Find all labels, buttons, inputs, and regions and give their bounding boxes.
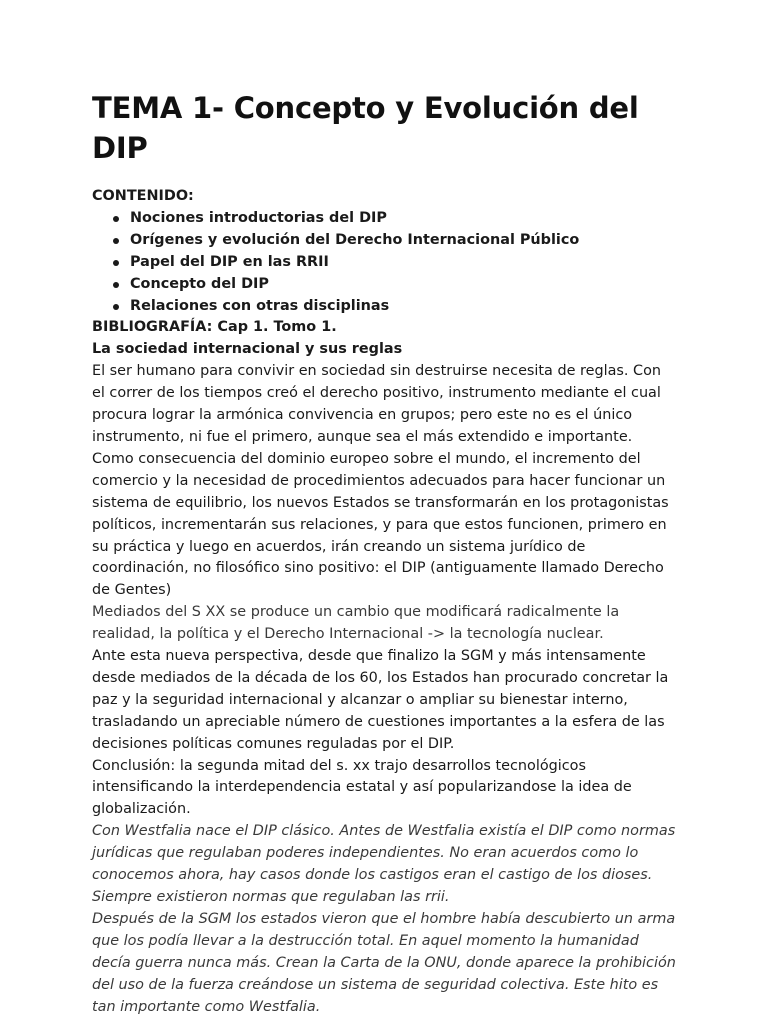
list-item-text: Concepto del DIP (130, 275, 269, 292)
list-item-text: Orígenes y evolución del Derecho Internacional Público (130, 231, 580, 248)
list-item-text: Nociones introductorias del DIP (130, 209, 387, 226)
paragraph: Ante esta nueva perspectiva, desde que finalizo la SGM y más intensamente desde mediados de la década de los 60, los Estados han procurado concretar la paz y la seguridad internacional y alcanzar o ampliar su bienestar interno, trasladando un apreciable número de cuestiones importantes a la esfera de las decisiones políticas comunes reguladas por el DIP. (92, 648, 669, 752)
paragraph: El ser humano para convivir en sociedad sin destruirse necesita de reglas. Con el correr de los tiempos creó el derecho positivo, instrumento mediante el cual procura lograr la armónica convivencia en grupos; pero este no es el único instrumento, ni fue el primero, aunque sea el más extendido e importante. (92, 363, 662, 445)
bullet-icon (113, 216, 119, 222)
document-title: TEMA 1- Concepto y Evolución del DIP (92, 91, 639, 165)
list-item (130, 230, 678, 252)
contenido-label: CONTENIDO: (92, 188, 194, 204)
italic-paragraph: Con Westfalia nace el DIP clásico. Antes de Westfalia existía el DIP como normas jurídicas que regulaban poderes independientes. No eran acuerdos como lo conocemos ahora, hay casos donde los castigos eran el castigo de los dioses. Siempre existieron normas que regulaban las rrii. (92, 823, 676, 905)
bibliografia-line: BIBLIOGRAFÍA: Cap 1. Tomo 1. (92, 319, 337, 336)
italic-paragraph: Después de la SGM los estados vieron que el hombre había descubierto un arma que los podía llevar a la destrucción total. En aquel momento la humanidad decía guerra nunca más. Crean la Carta de la ONU, donde aparece la prohibición del uso de la fuerza creándose un sistema de seguridad colectiva. Este hito es tan importante como Westfalia. (92, 910, 676, 1015)
paragraph: Mediados del S XX se produce un cambio que modificará radicalmente la realidad, la política y el Derecho Internacional -> la tecnología nuclear. (92, 604, 620, 643)
bullet-icon (113, 282, 119, 288)
list-item (130, 296, 678, 318)
contenido-list (92, 208, 678, 318)
bullet-icon (113, 304, 119, 310)
paragraph: Como consecuencia del dominio europeo sobre el mundo, el incremento del comercio y la necesidad de procedimientos adecuados para hacer funcionar un sistema de equilibrio, los nuevos Estados se transformarán en los protagonistas políticos, incrementarán sus relaciones, y para que estos funcionen, primero en su práctica y luego en acuerdos, irán creando un sistema jurídico de coordinación, no filosófico sino positivo: el DIP (antiguamente llamado Derecho de Gentes) (92, 450, 669, 599)
bullet-icon (113, 238, 119, 244)
section-heading: La sociedad internacional y sus reglas (92, 341, 403, 358)
list-item (130, 252, 678, 274)
list-item-text: Relaciones con otras disciplinas (130, 297, 390, 314)
list-item-text: Papel del DIP en las RRII (130, 253, 329, 270)
bullet-icon (113, 260, 119, 266)
list-item (130, 274, 678, 296)
paragraph: Conclusión: la segunda mitad del s. xx trajo desarrollos tecnológicos intensificando la interdependencia estatal y así popularizandose la idea de globalización. (92, 757, 632, 818)
list-item (130, 208, 678, 230)
